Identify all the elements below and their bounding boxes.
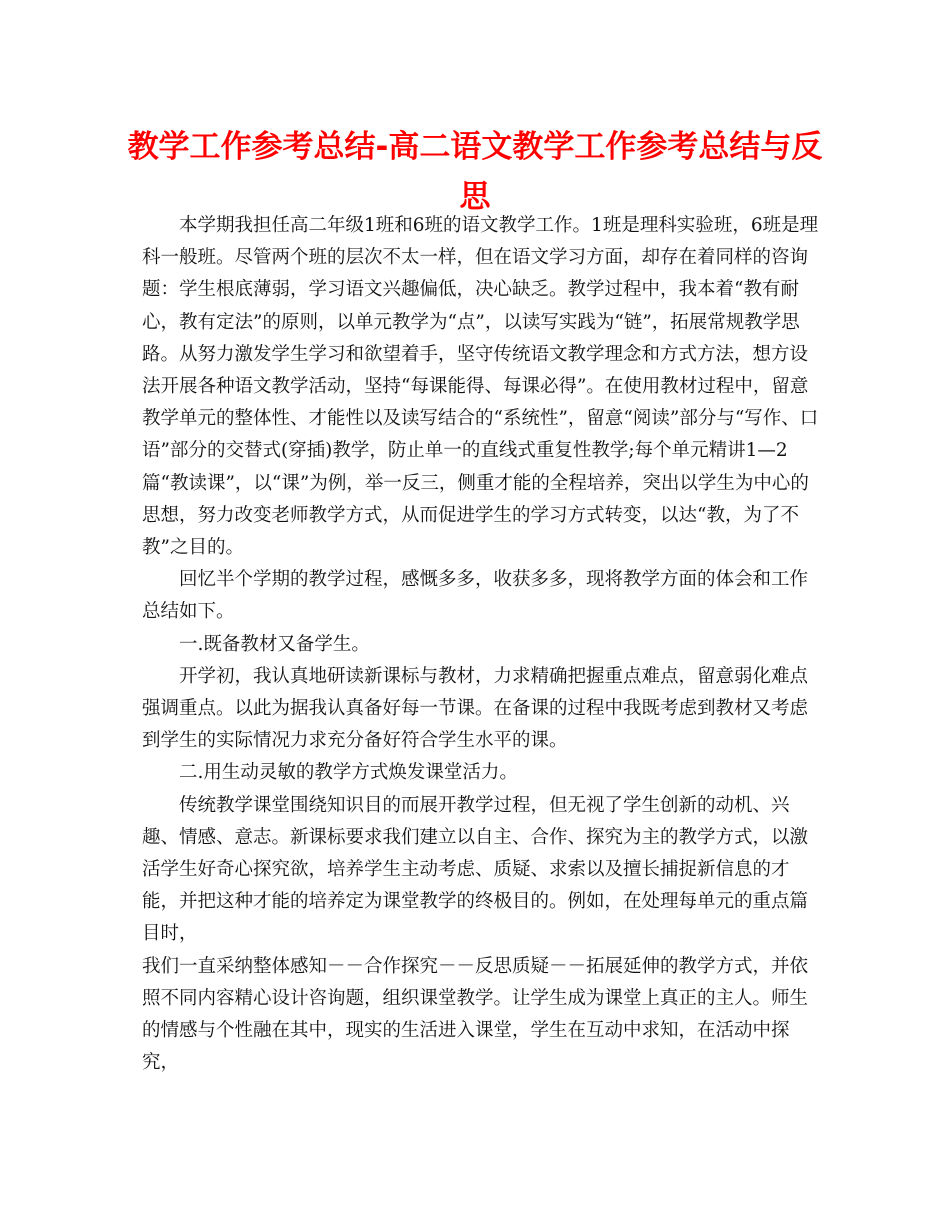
paragraph: 传统教学课堂围绕知识目的而展开教学过程，但无视了学生创新的动机、兴趣、情感、意志。新课标要求我们建立以自主、合作、探究为主的教学方式，以激活学生好奇心探究欲，培养学生主动考虑、质疑、求索以及擅长捕捉新信息的才能，并把这种才能的培养定为课堂教学的终极目的。例如，在处理每单元的重点篇目时， <box>142 794 809 945</box>
paragraph: 开学初，我认真地研读新课标与教材，力求精确把握重点难点，留意弱化难点强调重点。以此为据我认真备好每一节课。在备课的过程中我既考虑到教材又考虑到学生的实际情况力求充分备好符合学生水平的课。 <box>142 665 809 752</box>
document-body <box>142 210 822 1079</box>
section-heading: 一.既备教材又备学生。 <box>179 633 370 655</box>
document-title: 教学工作参考总结-高二语文教学工作参考总结与反思 <box>127 129 823 215</box>
paragraph: 本学期我担任高二年级1班和6班的语文教学工作。1班是理科实验班，6班是理科一般班。尽管两个班的层次不太一样，但在语文学习方面，却存在着同样的咨询题：学生根底薄弱，学习语文兴趣偏低，决心缺乏。教学过程中，我本着“教有耐心，教有定法”的原则，以单元教学为“点”，以读写实践为“链”，拓展常规教学思路。从努力激发学生学习和欲望着手，坚守传统语文教学理念和方式方法，想方设法开展各种语文教学活动，坚持“每课能得、每课必得”。在使用教材过程中，留意教学单元的整体性、才能性以及读写结合的“系统性”，留意“阅读”部分与“写作、口语”部分的交替式(穿插)教学，防止单一的直线式重复性教学;每个单元精讲1—2篇“教读课”，以“课”为例，举一反三，侧重才能的全程培养，突出以学生为中心的思想，努力改变老师教学方式，从而促进学生的学习方式转变，以达“教，为了不教”之目的。 <box>142 215 819 559</box>
section-heading: 二.用生动灵敏的教学方式焕发课堂活力。 <box>179 762 518 784</box>
paragraph: 我们一直采纳整体感知－－合作探究－－反思质疑－－拓展延伸的教学方式，并依照不同内容精心设计咨询题，组织课堂教学。让学生成为课堂上真正的主人。师生的情感与个性融在其中，现实的生活进入课堂，学生在互动中求知，在活动中探究， <box>142 955 809 1074</box>
paragraph: 回忆半个学期的教学过程，感慨多多，收获多多，现将教学方面的体会和工作总结如下。 <box>142 569 809 623</box>
